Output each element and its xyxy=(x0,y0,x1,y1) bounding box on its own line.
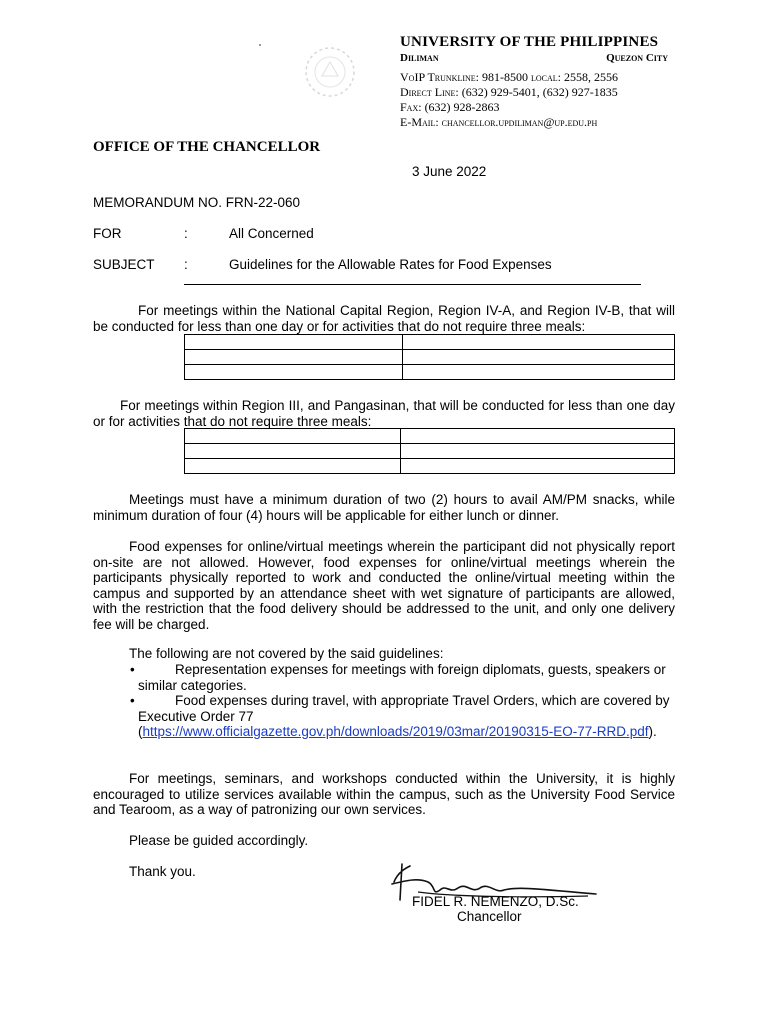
list-item xyxy=(130,693,675,740)
rates-table-ncr xyxy=(184,334,675,380)
table-cell xyxy=(401,444,675,459)
subject-rule xyxy=(184,284,641,285)
for-label: FOR xyxy=(93,226,122,241)
direct-line: Direct Line: (632) 929-5401, (632) 927-1835 xyxy=(400,85,618,99)
list-item xyxy=(130,662,675,693)
memo-date: 3 June 2022 xyxy=(412,164,487,179)
table-cell xyxy=(185,444,401,459)
office-title: OFFICE OF THE CHANCELLOR xyxy=(93,139,321,155)
for-value: All Concerned xyxy=(229,226,314,241)
rates-table-region-iii xyxy=(184,428,675,474)
eo77-link[interactable]: https://www.officialgazette.gov.ph/downloads/2019/03mar/20190315-EO-77-RRD.pdf xyxy=(142,724,649,739)
bullet-representation: Representation expenses for meetings with foreign diplomats, guests, speakers or similar categories. xyxy=(138,662,666,693)
subject-label: SUBJECT xyxy=(93,257,155,272)
table-cell xyxy=(403,350,675,365)
voip-line: VoIP Trunkline: 981-8500 local: 2558, 2556 xyxy=(400,70,618,84)
link-close-paren: ). xyxy=(648,724,657,739)
bullet-travel: Food expenses during travel, with appropriate Travel Orders, which are covered by Executive Order 77 xyxy=(138,693,670,724)
paragraph-duration: Meetings must have a minimum duration of two (2) hours to avail AM/PM snacks, while minimum duration of four (4) hours will be applicable for either lunch or dinner. xyxy=(93,492,675,523)
paragraph-university-services: For meetings, seminars, and workshops conducted within the University, it is highly encouraged to utilize services available within the campus, such as the University Food Service and Tearoom, as a way of patronizing our own services. xyxy=(93,771,675,817)
table-cell xyxy=(401,429,675,444)
memo-number: MEMORANDUM NO. FRN-22-060 xyxy=(93,195,301,210)
speck-mark xyxy=(259,44,261,46)
table-cell xyxy=(403,335,675,350)
bullet-icon: • xyxy=(130,693,135,708)
paragraph-ncr: For meetings within the National Capital Region, Region IV-A, and Region IV-B, that will be conducted for less than one day or for activities that do not require three meals: xyxy=(93,303,675,334)
table-cell xyxy=(185,429,401,444)
campus-name: Diliman xyxy=(400,52,439,64)
closing-guided: Please be guided accordingly. xyxy=(129,833,309,848)
table-cell xyxy=(401,459,675,474)
for-colon: : xyxy=(184,226,188,241)
table-row xyxy=(185,365,675,380)
bullet-icon: • xyxy=(130,662,135,677)
signatory-name: FIDEL R. NEMENZO, D.Sc. xyxy=(412,894,579,909)
campus-line xyxy=(400,52,668,64)
not-covered-list xyxy=(130,662,675,740)
table-cell xyxy=(185,350,403,365)
fax-line: Fax: (632) 928-2863 xyxy=(400,100,500,114)
paragraph-not-covered: The following are not covered by the said guidelines: xyxy=(129,646,444,661)
table-row xyxy=(185,350,675,365)
signatory-title: Chancellor xyxy=(457,909,522,924)
email-line[interactable]: E-Mail: chancellor.updiliman@up.edu.ph xyxy=(400,115,598,129)
city-name: Quezon City xyxy=(606,52,668,64)
closing-thanks: Thank you. xyxy=(129,864,196,879)
table-row xyxy=(185,335,675,350)
link-open-paren: ( xyxy=(138,724,143,739)
table-cell xyxy=(403,365,675,380)
university-name: UNIVERSITY OF THE PHILIPPINES xyxy=(400,34,659,50)
table-row xyxy=(185,444,675,459)
paragraph-online-meetings: Food expenses for online/virtual meetings wherein the participant did not physically report on-site are not allowed. However, food expenses for online/virtual meetings wherein the participants physically reported to work and conducted the online/virtual meeting within the campus and supported by an attendance sheet with wet signature of participants are allowed, with the restriction that the food delivery should be addressed to the unit, and only one delivery fee will be charged. xyxy=(93,539,675,632)
table-cell xyxy=(185,365,403,380)
table-row xyxy=(185,429,675,444)
table-row xyxy=(185,459,675,474)
subject-value: Guidelines for the Allowable Rates for Food Expenses xyxy=(229,257,552,272)
paragraph-region-iii: For meetings within Region III, and Pangasinan, that will be conducted for less than one day or for activities that do not require three meals: xyxy=(93,398,675,429)
subject-colon: : xyxy=(184,257,188,272)
table-cell xyxy=(185,335,403,350)
table-cell xyxy=(185,459,401,474)
university-seal-icon xyxy=(300,42,360,102)
